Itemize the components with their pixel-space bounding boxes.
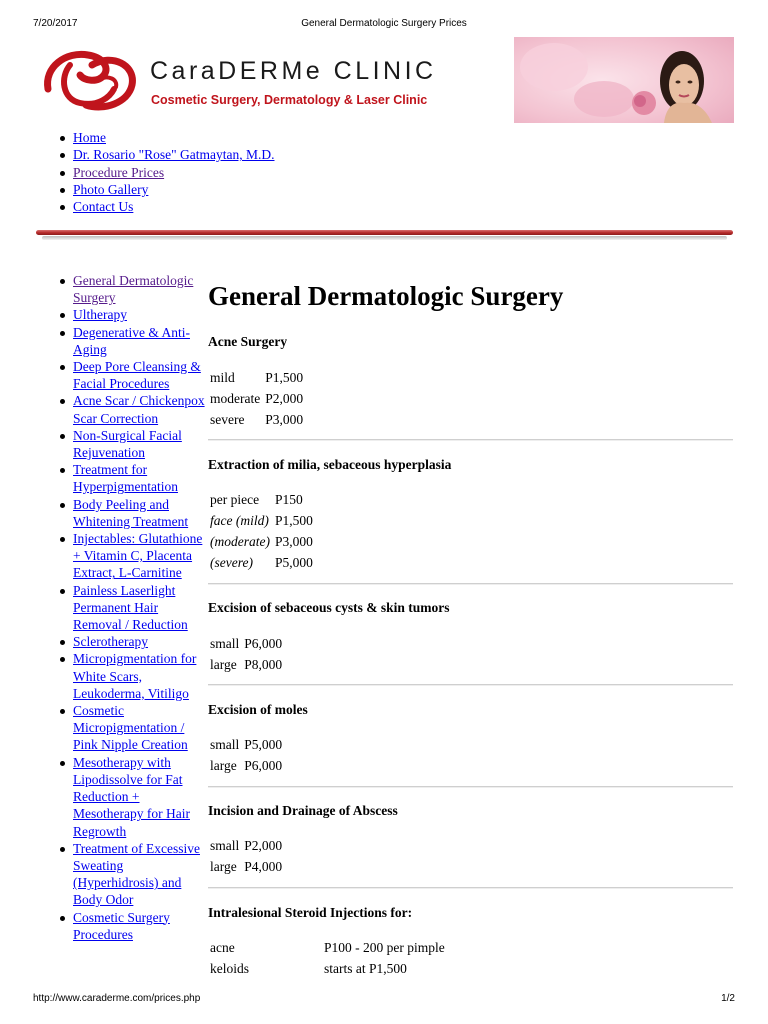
side-nav-link-facial-rejuvenation[interactable]: Non-Surgical Facial Rejuvenation (73, 427, 182, 461)
clinic-name: CaraDERMe CLINIC (150, 57, 437, 85)
price-table-acne-surgery (208, 367, 306, 430)
side-nav-link-anti-aging[interactable]: Degenerative & Anti-Aging (73, 324, 190, 357)
section-divider (208, 887, 733, 889)
table-row: (moderate) P3,000 (210, 534, 313, 549)
page-title: General Dermatologic Surgery (208, 281, 564, 311)
table-row: acne P100 - 200 per pimple (210, 940, 445, 955)
side-nav-link-sclerotherapy[interactable]: Sclerotherapy (73, 634, 148, 650)
price-table-cysts (208, 633, 285, 675)
section-divider (208, 684, 733, 686)
top-nav-item-contact (73, 198, 275, 215)
side-nav-item (73, 702, 209, 754)
print-page-number: 1/2 (721, 993, 735, 1004)
top-nav-link-prices[interactable]: Procedure Prices (73, 164, 165, 180)
section-divider (208, 583, 733, 585)
table-row: mild P1,500 (210, 370, 304, 385)
section-title-moles: Excision of moles (208, 702, 308, 717)
side-nav-link-hyperhidrosis[interactable]: Treatment of Excessive Sweating (Hyperhidrosis) and Body Odor (73, 840, 200, 908)
table-row: small P5,000 (210, 737, 283, 752)
side-nav-link-hyperpigmentation[interactable]: Treatment for Hyperpigmentation (73, 462, 178, 495)
top-nav-item-prices (73, 164, 275, 181)
table-row: large P8,000 (210, 657, 283, 672)
side-nav-link-general-dermatologic-surgery[interactable]: General Dermatologic Surgery (73, 273, 194, 306)
side-nav-item (73, 427, 209, 461)
table-row: (severe) P5,000 (210, 555, 313, 570)
side-nav-item (73, 272, 209, 306)
side-nav-link-cosmetic-surgery[interactable]: Cosmetic Surgery Procedures (73, 909, 170, 942)
table-row: large P6,000 (210, 758, 283, 773)
top-nav-item-home (73, 129, 275, 146)
header-divider (36, 230, 733, 240)
section-title-acne-surgery: Acne Surgery (208, 334, 288, 349)
table-row: face (mild) P1,500 (210, 513, 313, 528)
section-divider (208, 439, 733, 441)
table-row: moderate P2,000 (210, 391, 304, 406)
section-title-abscess: Incision and Drainage of Abscess (208, 803, 398, 818)
section-title-milia: Extraction of milia, sebaceous hyperplasia (208, 457, 452, 472)
table-row: per piece P150 (210, 492, 303, 507)
side-nav-item (73, 633, 209, 650)
side-nav-item (73, 496, 209, 530)
price-table-moles (208, 734, 285, 776)
table-row: large P4,000 (210, 859, 283, 874)
side-nav-item (73, 650, 209, 702)
side-nav-item (73, 582, 209, 634)
side-nav-item (73, 909, 209, 943)
price-table-milia (208, 489, 316, 573)
side-nav-link-deep-pore-cleansing[interactable]: Deep Pore Cleansing & Facial Procedures (73, 359, 201, 392)
top-nav-link-home[interactable]: Home (73, 130, 106, 145)
table-row: small P6,000 (210, 636, 283, 651)
side-nav (73, 272, 209, 943)
side-nav-item (73, 324, 209, 358)
side-nav-link-acne-scar[interactable]: Acne Scar / Chickenpox Scar Correction (73, 393, 205, 426)
side-nav-link-injectables[interactable]: Injectables: Glutathione + Vitamin C, Placenta Extract, L-Carnitine (73, 531, 203, 581)
section-title-cysts: Excision of sebaceous cysts & skin tumors (208, 600, 450, 615)
top-nav-item-gallery (73, 181, 275, 198)
side-nav-item (73, 392, 209, 426)
top-nav-item-doctor (73, 146, 275, 163)
side-nav-link-mesotherapy[interactable]: Mesotherapy with Lipodissolve for Fat Reduction + Mesotherapy for Hair Regrowth (73, 754, 190, 839)
print-doc-title: General Dermatologic Surgery Prices (301, 18, 467, 29)
side-nav-item (73, 358, 209, 392)
table-row: keloids starts at P1,500 (210, 961, 407, 976)
table-row: small P2,000 (210, 838, 283, 853)
side-nav-link-body-peeling[interactable]: Body Peeling and Whitening Treatment (73, 496, 189, 529)
top-nav (73, 129, 275, 215)
print-date: 7/20/2017 (33, 18, 78, 29)
side-nav-link-micropigmentation-scars[interactable]: Micropigmentation for White Scars, Leukoderma, Vitiligo (73, 651, 197, 701)
side-nav-item (73, 754, 209, 840)
section-title-steroid-injections: Intralesional Steroid Injections for: (208, 905, 413, 920)
top-nav-link-doctor[interactable]: Dr. Rosario "Rose" Gatmaytan, M.D. (73, 147, 275, 163)
top-nav-link-gallery[interactable]: Photo Gallery (73, 181, 149, 197)
section-divider (208, 786, 733, 788)
top-nav-link-contact[interactable]: Contact Us (73, 199, 134, 215)
banner-photo (514, 37, 734, 123)
side-nav-link-ultherapy[interactable]: Ultherapy (73, 307, 127, 323)
side-nav-item (73, 461, 209, 495)
side-nav-item (73, 530, 209, 582)
side-nav-item (73, 840, 209, 909)
table-row: severe P3,000 (210, 412, 304, 427)
clinic-banner (40, 37, 550, 117)
side-nav-link-cosmetic-micropigmentation[interactable]: Cosmetic Micropigmentation / Pink Nipple Creation (73, 703, 188, 753)
clinic-tagline: Cosmetic Surgery, Dermatology & Laser Clinic (151, 93, 428, 107)
clinic-logo-icon (40, 45, 140, 113)
side-nav-link-hair-removal[interactable]: Painless Laserlight Permanent Hair Removal / Reduction (73, 582, 188, 633)
price-table-abscess (208, 835, 285, 877)
side-nav-item (73, 306, 209, 323)
print-url: http://www.caraderme.com/prices.php (33, 993, 201, 1004)
price-table-steroid-injections (208, 937, 448, 979)
